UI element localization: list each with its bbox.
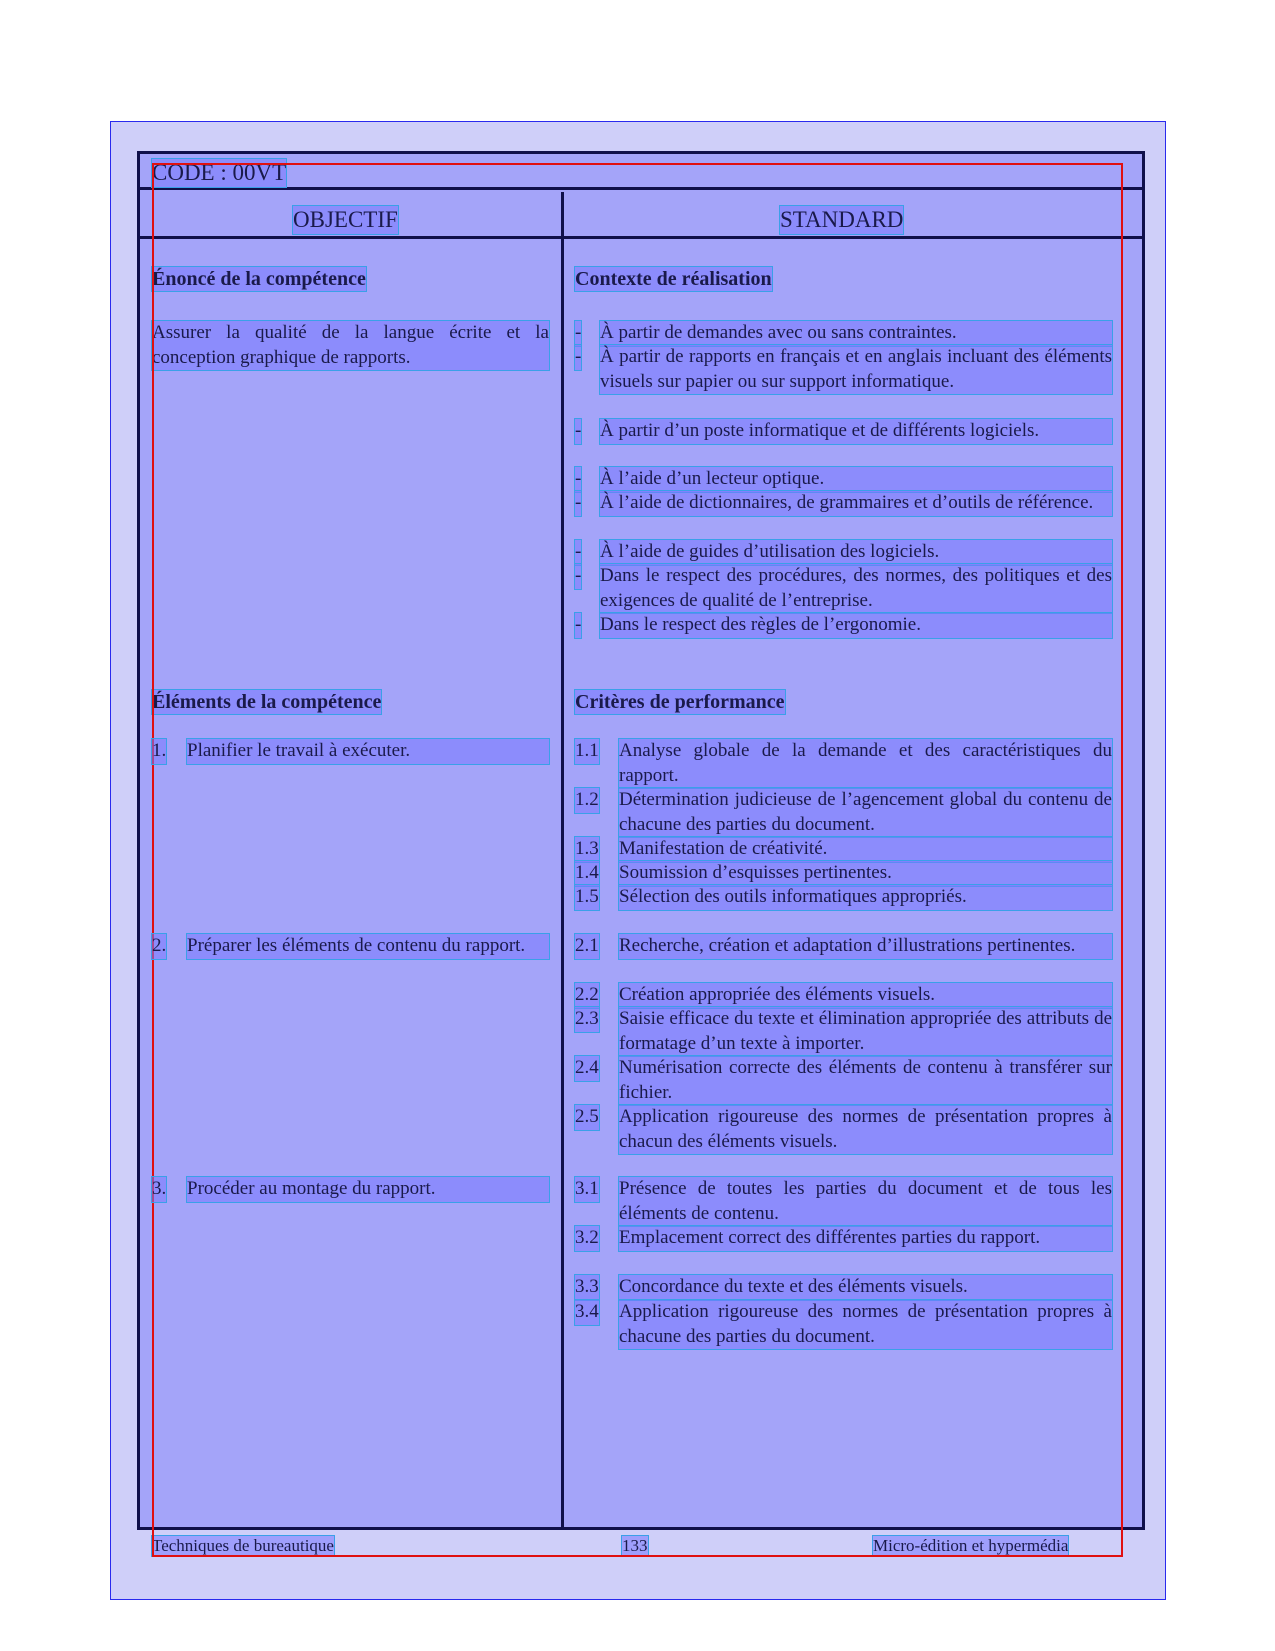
enonce-heading: Énoncé de la compétence xyxy=(152,268,366,290)
criterion-number: 2.1 xyxy=(575,934,599,959)
competence-code: CODE : 00VT xyxy=(152,160,287,185)
contexte-bullet: - xyxy=(575,540,581,565)
page-number: 133 xyxy=(622,1536,648,1555)
column-header-standard: STANDARD xyxy=(780,207,904,232)
elements-heading: Éléments de la compétence xyxy=(152,691,382,713)
criterion-number: 1.2 xyxy=(575,788,599,813)
contexte-item: Dans le respect des procédures, des normes, des politiques et des exigences de qualité de l’entreprise. xyxy=(600,564,1112,613)
contexte-item: À partir d’un poste informatique et de différents logiciels. xyxy=(600,419,1112,444)
criterion-text: Détermination judicieuse de l’agencement global du contenu de chacune des parties du document. xyxy=(619,788,1112,837)
criterion-number: 2.4 xyxy=(575,1056,599,1081)
criterion-text: Emplacement correct des différentes parties du rapport. xyxy=(619,1226,1112,1251)
criteria-heading: Critères de performance xyxy=(575,691,785,713)
criterion-number: 1.1 xyxy=(575,739,599,764)
contexte-heading: Contexte de réalisation xyxy=(575,268,772,290)
criterion-number: 2.2 xyxy=(575,983,599,1008)
criterion-number: 3.4 xyxy=(575,1300,599,1325)
contexte-item: À partir de rapports en français et en anglais incluant des éléments visuels sur papier ou sur support informatique. xyxy=(600,345,1112,394)
criterion-number: 1.5 xyxy=(575,885,599,910)
criterion-text: Recherche, création et adaptation d’illustrations pertinentes. xyxy=(619,934,1112,959)
contexte-bullet: - xyxy=(575,564,581,589)
contexte-bullet: - xyxy=(575,491,581,516)
contexte-bullet: - xyxy=(575,467,581,492)
table-divider-top xyxy=(137,187,1145,190)
element-text: Procéder au montage du rapport. xyxy=(187,1177,549,1202)
criterion-number: 3.2 xyxy=(575,1226,599,1251)
contexte-item: À l’aide d’un lecteur optique. xyxy=(600,467,1112,492)
criterion-number: 3.3 xyxy=(575,1275,599,1300)
element-number: 3. xyxy=(152,1177,166,1202)
contexte-item: Dans le respect des règles de l’ergonomie. xyxy=(600,613,1112,638)
table-divider-header xyxy=(137,236,1145,239)
criterion-text: Numérisation correcte des éléments de contenu à transférer sur fichier. xyxy=(619,1056,1112,1105)
criterion-text: Manifestation de créativité. xyxy=(619,837,1112,862)
criterion-number: 2.5 xyxy=(575,1105,599,1130)
criterion-text: Saisie efficace du texte et élimination appropriée des attributs de formatage d’un texte à importer. xyxy=(619,1007,1112,1056)
criterion-text: Sélection des outils informatiques appropriés. xyxy=(619,885,1112,910)
column-header-objectif: OBJECTIF xyxy=(293,207,398,232)
criterion-number: 1.4 xyxy=(575,861,599,886)
footer-program: Techniques de bureautique xyxy=(152,1536,334,1555)
criterion-text: Analyse globale de la demande et des caractéristiques du rapport. xyxy=(619,739,1112,788)
footer-option: Micro-édition et hypermédia xyxy=(873,1536,1069,1555)
criterion-text: Application rigoureuse des normes de présentation propres à chacun des éléments visuels. xyxy=(619,1105,1112,1154)
criterion-text: Présence de toutes les parties du document et de tous les éléments de contenu. xyxy=(619,1177,1112,1226)
contexte-bullet: - xyxy=(575,613,581,638)
table-column-divider xyxy=(561,192,564,1530)
contexte-bullet: - xyxy=(575,345,581,370)
contexte-item: À l’aide de guides d’utilisation des logiciels. xyxy=(600,540,1112,565)
criterion-text: Soumission d’esquisses pertinentes. xyxy=(619,861,1112,886)
contexte-item: À partir de demandes avec ou sans contraintes. xyxy=(600,321,1112,346)
contexte-item: À l’aide de dictionnaires, de grammaires et d’outils de référence. xyxy=(600,491,1112,516)
criterion-number: 2.3 xyxy=(575,1007,599,1032)
criterion-number: 1.3 xyxy=(575,837,599,862)
element-number: 2. xyxy=(152,934,166,959)
criterion-text: Concordance du texte et des éléments visuels. xyxy=(619,1275,1112,1300)
enonce-text: Assurer la qualité de la langue écrite et la conception graphique de rapports. xyxy=(152,321,549,370)
element-text: Planifier le travail à exécuter. xyxy=(187,739,549,764)
contexte-bullet: - xyxy=(575,419,581,444)
element-number: 1. xyxy=(152,739,166,764)
element-text: Préparer les éléments de contenu du rapport. xyxy=(187,934,549,959)
contexte-bullet: - xyxy=(575,321,581,346)
criterion-text: Création appropriée des éléments visuels. xyxy=(619,983,1112,1008)
criterion-number: 3.1 xyxy=(575,1177,599,1202)
criterion-text: Application rigoureuse des normes de présentation propres à chacune des parties du document. xyxy=(619,1300,1112,1349)
